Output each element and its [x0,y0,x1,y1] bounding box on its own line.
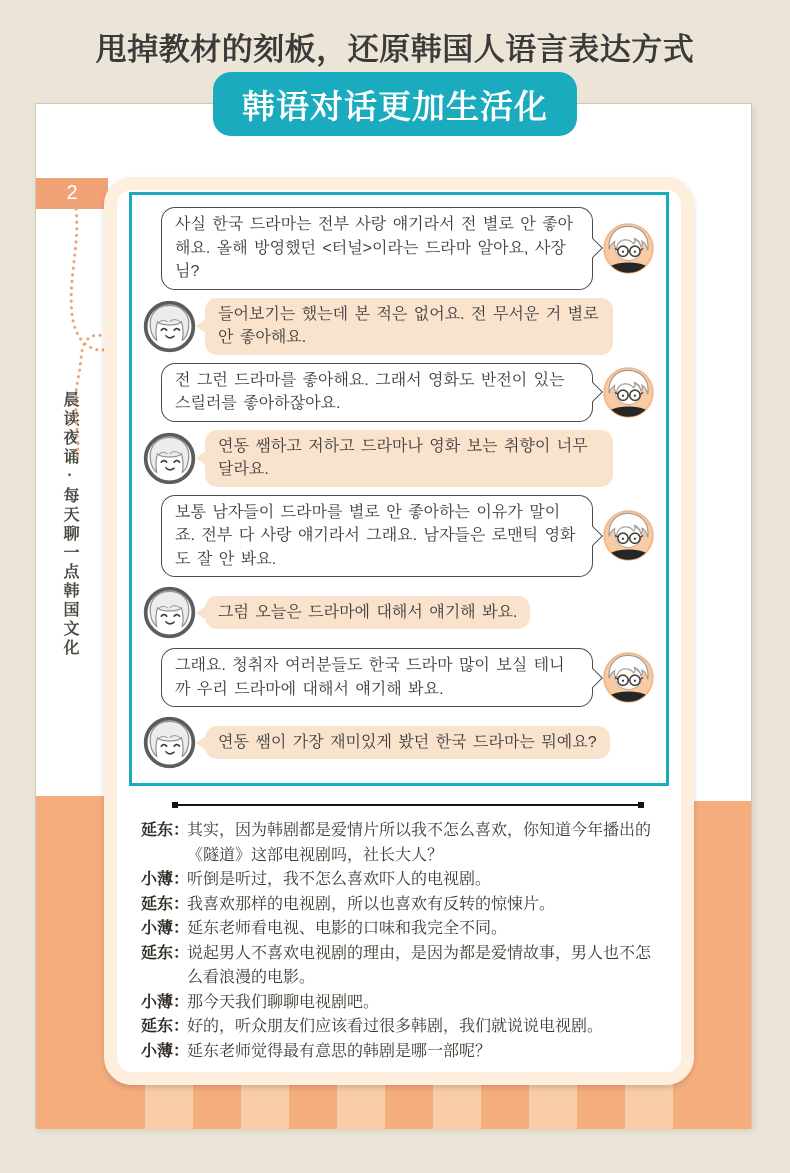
translation-line [141,942,663,991]
left-orange-block [36,796,104,1129]
speech-bubble [161,207,593,290]
translation-text: 听倒是听过，我不怎么喜欢吓人的电视剧。 [187,871,492,888]
speech-bubble [161,363,593,422]
content-panel [35,103,752,1128]
man-avatar [601,508,656,563]
translation-line [141,819,663,868]
girl-avatar [142,585,197,640]
bubble-text: 보통 남자들이 드라마를 별로 안 좋아하는 이유가 말이죠. 전부 다 사랑 얘기라서 그래요. 남자들은 로맨틱 영화도 잘 안 봐요. [175,503,576,568]
chat-message-row [142,363,656,422]
translation-text: 好的，听众朋友们应该看过很多韩剧，我们就说说电视剧。 [187,1018,604,1035]
korean-dialogue-box [129,192,669,786]
translation-text: 延东老师看电视、电影的口味和我完全不同。 [187,920,508,937]
page-number-tab: 2 [36,178,108,209]
chat-message-row [142,298,656,355]
dialogue-card [104,177,694,1085]
translation-line [141,893,663,918]
girl-avatar [142,299,197,354]
bubble-text: 들어보기는 했는데 본 적은 없어요. 전 무서운 거 별로 안 좋아해요. [218,305,599,346]
speech-bubble [205,430,613,487]
chat-message-row [142,585,656,640]
translation-line [141,991,663,1016]
translation-text: 那今天我们聊聊电视剧吧。 [187,993,380,1011]
translation-text: 说起男人不喜欢电视剧的理由，是因为都是爱情故事，男人也不怎么看浪漫的电影。 [187,944,652,986]
man-avatar [601,365,656,420]
bubble-text: 그래요. 청취자 여러분들도 한국 드라마 많이 보실 테니까 우리 드라마에 대해서 얘기해 봐요. [175,657,565,698]
translation-line [141,868,663,893]
chat-message-row [142,715,656,770]
bubble-text: 그럼 오늘은 드라마에 대해서 얘기해 봐요. [218,603,518,621]
chat-message-row [142,207,656,290]
speaker-name: 小薄： [141,1042,190,1060]
man-avatar [601,650,656,705]
bubble-text: 연동 쌤하고 저하고 드라마나 영화 보는 취향이 너무 달라요. [218,437,588,478]
banner [213,72,577,136]
speech-bubble [161,648,593,707]
man-avatar [601,221,656,276]
translation-text: 延东老师觉得最有意思的韩剧是哪一部呢？ [187,1042,492,1060]
speech-bubble [161,495,593,578]
speech-bubble [205,596,530,630]
chat-message-row [142,430,656,487]
speaker-name: 小薄： [141,993,190,1011]
bubble-text: 사실 한국 드라마는 전부 사랑 얘기라서 전 별로 안 좋아해요. 올해 방영했던 <터널>이라는 드라마 알아요, 사장님? [175,216,574,280]
translation-text: 其实，因为韩剧都是爱情片所以我不怎么喜欢，你知道今年播出的《隧道》这部电视剧吗，社长大人？ [187,822,652,864]
speech-bubble [205,726,610,760]
right-orange-block [692,801,751,1129]
section-divider [175,804,641,806]
girl-avatar [142,715,197,770]
speaker-name: 延东： [141,822,190,839]
page-title: 甩掉教材的刻板，还原韩国人语言表达方式 [95,32,695,67]
chat-message-row [142,648,656,707]
speech-bubble [205,298,613,355]
speaker-name: 延东： [141,895,190,913]
translation-line [141,1015,663,1040]
chinese-translation [141,819,663,1064]
speaker-name: 延东： [141,1018,190,1035]
girl-avatar [142,431,197,486]
sidebar-vertical-text: 晨读夜诵·每天聊一点韩国文化 [61,391,78,658]
chat-message-row [142,495,656,578]
bubble-text: 연동 쌤이 가장 재미있게 봤던 한국 드라마는 뭐예요? [218,733,597,751]
translation-text: 我喜欢那样的电视剧，所以也喜欢有反转的惊悚片。 [187,895,556,913]
speaker-name: 小薄： [141,920,190,937]
translation-line [141,1040,663,1065]
bubble-text: 전 그런 드라마를 좋아해요. 그래서 영화도 반전이 있는 스릴러를 좋아하잖아요. [175,371,565,412]
translation-line [141,917,663,942]
speaker-name: 延东： [141,944,190,962]
speaker-name: 小薄： [141,871,190,888]
banner-text: 韩语对话更加生活化 [242,87,548,125]
